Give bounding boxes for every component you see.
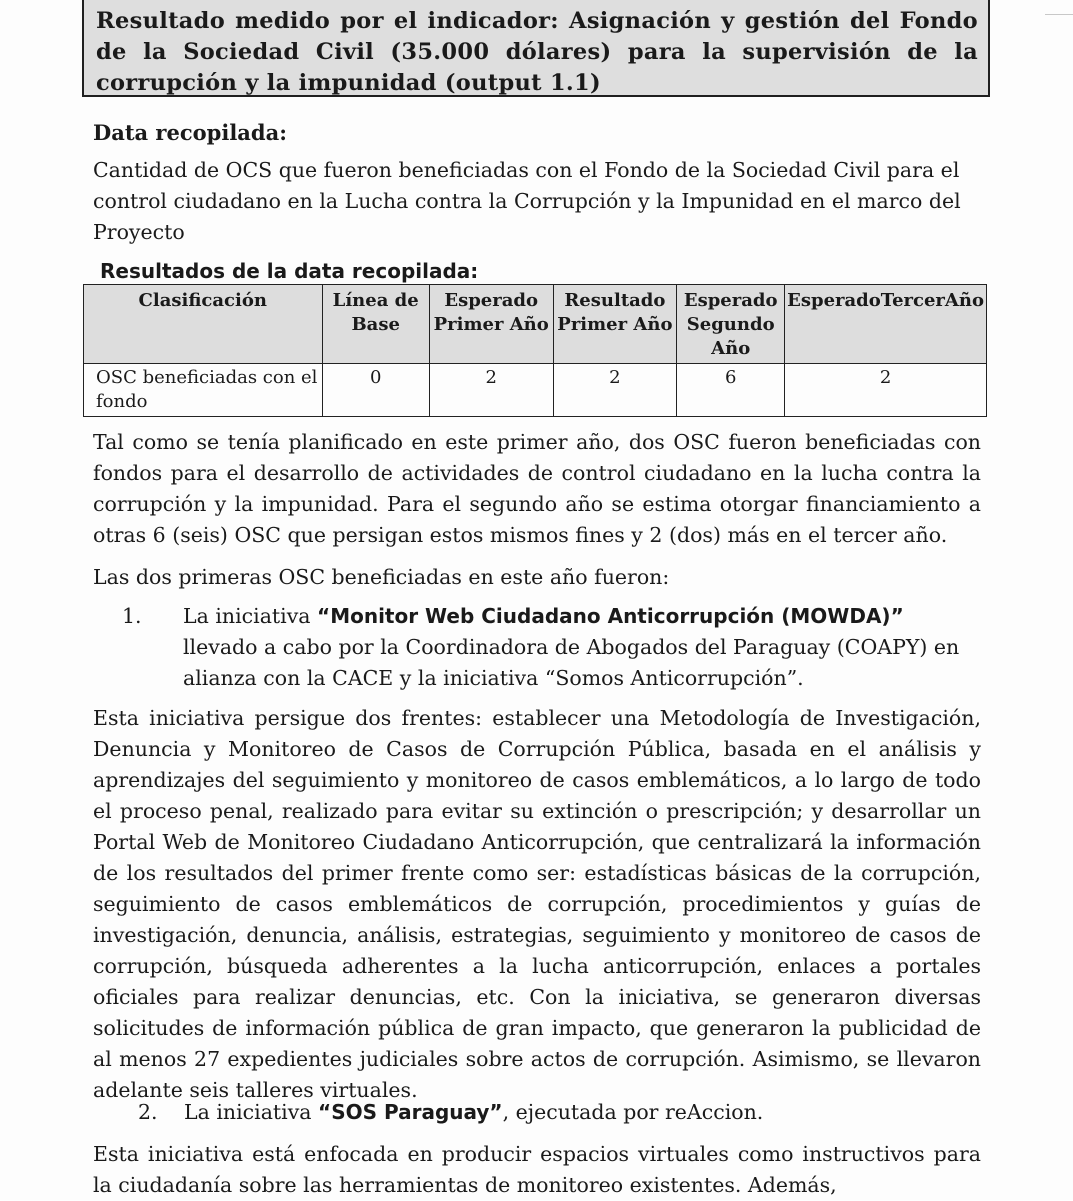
list-prefix: La iniciativa [184,1100,319,1124]
column-header: Esperado Segundo Año [677,285,785,364]
list-item-text [183,601,982,694]
column-header: Clasificación [84,285,323,364]
initiative-name: “SOS Paraguay” [318,1100,503,1124]
column-header: Línea de Base [322,285,429,364]
sos-paragraph: Esta iniciativa está enfocada en producir espacios virtuales como instructivos para la ciudadanía sobre las herramientas de monitoreo existentes. Además, [93,1142,981,1197]
results-table-header-row [84,285,987,364]
list-suffix: llevado a cabo por la Coordinadora de Abogados del Paraguay (COAPY) en alianza con la CACE y la iniciativa “Somos Anticorrupción”. [183,635,960,690]
results-table [83,284,987,417]
list-number: 2. [138,1100,158,1124]
data-heading: Data recopilada: [93,120,287,145]
data-intro-paragraph: Cantidad de OCS que fueron beneficiadas con el Fondo de la Sociedad Civil para el control ciudadano en la Lucha contra la Corrupción y la Impunidad en el marco del Proyecto [93,158,961,244]
table-cell: 2 [553,364,677,417]
column-header: EsperadoTercerAño [785,285,987,364]
list-number: 1. [122,604,142,628]
planned-paragraph: Tal como se tenía planificado en este primer año, dos OSC fueron beneficiadas con fondos para el desarrollo de actividades de control ciudadano en la lucha contra la corrupción y la impunidad. Para el segundo año se estima otorgar financiamiento a otras 6 (seis) OSC que persigan estos mismos fines y 2 (dos) más en el tercer año. [93,430,981,547]
initiative-name: “Monitor Web Ciudadano Anticorrupción (MOWDA)” [317,604,904,628]
column-header: Esperado Primer Año [429,285,553,364]
results-heading: Resultados de la data recopilada: [100,259,479,283]
first-two-paragraph: Las dos primeras OSC beneficiadas en este año fueron: [93,565,670,589]
mowda-paragraph: Esta iniciativa persigue dos frentes: establecer una Metodología de Investigación, Denuncia y Monitoreo de Casos de Corrupción Pública, basada en el análisis y aprendizajes del seguimiento y monitoreo de casos emblemáticos, a lo largo de todo el proceso penal, realizado para evitar su extinción o prescripción; y desarrollar un Portal Web de Monitoreo Ciudadano Anticorrupción, que centralizará la información de los resultados del primer frente como ser: estadísticas básicas de la corrupción, seguimiento de casos emblemáticos de corrupción, procedimientos y guías de investigación, denuncia, análisis, estrategias, seguimiento y monitoreo de casos de corrupción, búsqueda adherentes a la lucha anticorrupción, enlaces a portales oficiales para realizar denuncias, etc. Con la iniciativa, se generaron diversas solicitudes de información pública de gran impacto, que generaron la publicidad de al menos 27 expedientes judiciales sobre actos de corrupción. Asimismo, se llevaron adelante seis talleres virtuales. [93,706,981,1102]
table-cell: 0 [322,364,429,417]
table-cell: OSC beneficiadas con el fondo [84,364,323,417]
table-cell: 6 [677,364,785,417]
table-cell: 2 [429,364,553,417]
list-item-text [184,1097,998,1128]
page-edge-divider [1045,0,1073,15]
list-prefix: La iniciativa [183,604,318,628]
list-suffix: , ejecutada por reAccion. [502,1100,764,1124]
table-cell: 2 [785,364,987,417]
column-header: Resultado Primer Año [553,285,677,364]
list-item [138,1097,998,1128]
list-item [122,601,982,694]
table-row [84,364,987,417]
indicator-header: Resultado medido por el indicador: Asignación y gestión del Fondo de la Sociedad Civil (35.000 dólares) para la supervisión de la corrupción y la impunidad (output 1.1) [82,0,990,97]
